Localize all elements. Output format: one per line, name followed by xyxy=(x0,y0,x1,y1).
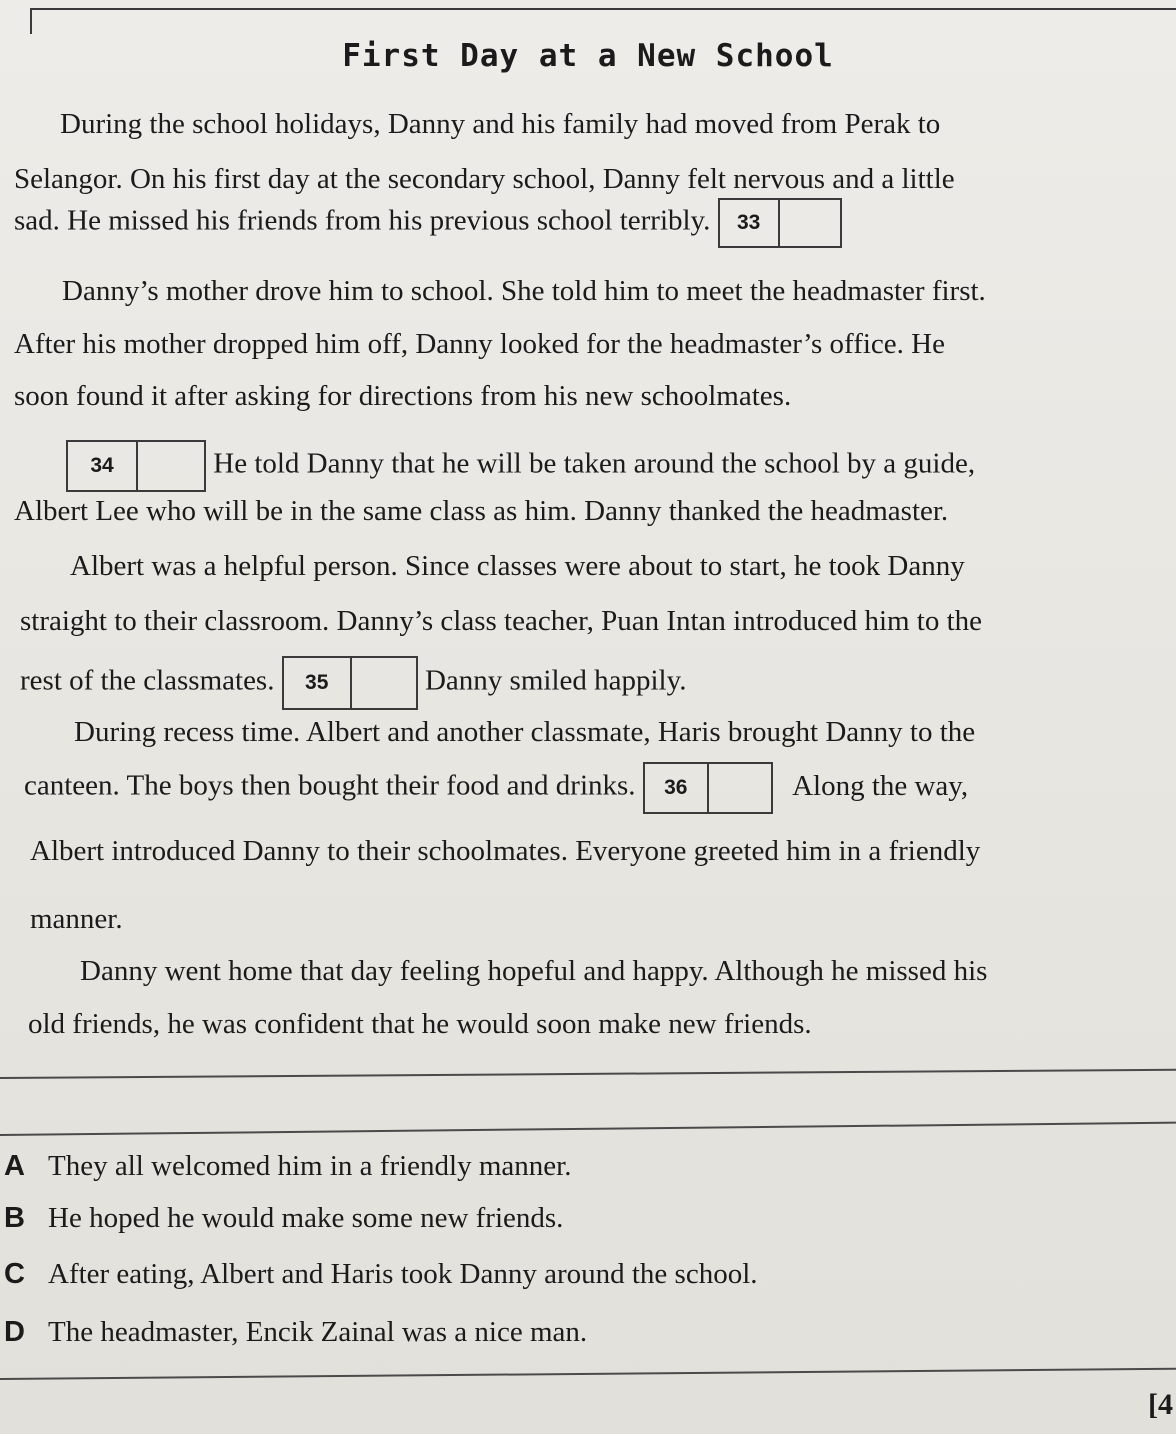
marks-label: [4 xyxy=(1148,1388,1173,1421)
blank-35[interactable] xyxy=(282,656,418,710)
p5-line-1: During recess time. Albert and another classmate, Haris brought Danny to the xyxy=(74,716,976,748)
p2-line-3: soon found it after asking for directions from his new schoolmates. xyxy=(14,380,792,412)
blank-33-number: 33 xyxy=(720,200,780,246)
p4-line-3a-text: rest of the classmates. xyxy=(20,664,275,697)
blank-36[interactable] xyxy=(643,762,773,814)
option-a[interactable] xyxy=(0,1150,571,1183)
blank-34[interactable] xyxy=(66,440,206,492)
blank-34-number: 34 xyxy=(68,442,138,490)
option-b-text: He hoped he would make some new friends. xyxy=(48,1202,564,1234)
passage-title: First Day at a New School xyxy=(342,38,834,74)
p2-line-1: Danny’s mother drove him to school. She told him to meet the headmaster first. xyxy=(62,275,986,307)
p3-line-1 xyxy=(66,440,1176,492)
option-b-letter: B xyxy=(4,1202,25,1234)
option-c-letter: C xyxy=(4,1258,25,1290)
frame-border-left xyxy=(30,8,33,34)
p1-line-3 xyxy=(14,198,1176,248)
p4-line-3b-text: Danny smiled happily. xyxy=(424,664,687,697)
frame-border-top xyxy=(30,8,1176,11)
option-a-text: They all welcomed him in a friendly manner. xyxy=(48,1150,572,1182)
p6-line-2: old friends, he was confident that he would soon make new friends. xyxy=(28,1008,812,1040)
p1-line-3-text: sad. He missed his friends from his previous school terribly. xyxy=(14,204,711,237)
blank-34-answer-box[interactable] xyxy=(138,442,204,490)
p6-line-1: Danny went home that day feeling hopeful and happy. Although he missed his xyxy=(80,955,988,987)
divider-rule-2 xyxy=(0,1122,1176,1136)
option-c[interactable] xyxy=(0,1258,758,1291)
p1-line-1: During the school holidays, Danny and his family had moved from Perak to xyxy=(60,108,941,140)
divider-rule-1 xyxy=(0,1069,1176,1079)
p5-line-2 xyxy=(24,762,1176,814)
p4-line-3 xyxy=(20,656,1176,710)
option-c-text: After eating, Albert and Haris took Danny around the school. xyxy=(48,1258,758,1290)
p5-line-2b-text: Along the way, xyxy=(792,769,969,802)
option-d-text: The headmaster, Encik Zainal was a nice man. xyxy=(48,1316,588,1348)
option-d-letter: D xyxy=(4,1316,25,1348)
option-d[interactable] xyxy=(0,1316,587,1349)
blank-35-number: 35 xyxy=(284,658,352,708)
option-a-letter: A xyxy=(4,1150,25,1182)
p4-line-2: straight to their classroom. Danny’s class teacher, Puan Intan introduced him to the xyxy=(20,605,983,637)
blank-35-answer-box[interactable] xyxy=(352,658,416,708)
blank-36-answer-box[interactable] xyxy=(709,764,771,812)
blank-33[interactable] xyxy=(718,198,842,248)
divider-rule-3 xyxy=(0,1368,1176,1380)
option-b[interactable] xyxy=(0,1202,563,1235)
p5-line-2a-text: canteen. The boys then bought their food and drinks. xyxy=(24,769,636,802)
p5-line-4: manner. xyxy=(30,903,123,935)
p1-line-2: Selangor. On his first day at the secondary school, Danny felt nervous and a little xyxy=(14,163,955,195)
p3-line-1-text: He told Danny that he will be taken around the school by a guide, xyxy=(213,447,976,480)
p2-line-2: After his mother dropped him off, Danny looked for the headmaster’s office. He xyxy=(14,328,945,360)
p5-line-3: Albert introduced Danny to their schoolmates. Everyone greeted him in a friendly xyxy=(30,835,981,867)
p3-line-2: Albert Lee who will be in the same class as him. Danny thanked the headmaster. xyxy=(14,495,949,527)
blank-36-number: 36 xyxy=(645,764,709,812)
blank-33-answer-box[interactable] xyxy=(780,200,840,246)
p4-line-1: Albert was a helpful person. Since classes were about to start, he took Danny xyxy=(70,550,965,582)
